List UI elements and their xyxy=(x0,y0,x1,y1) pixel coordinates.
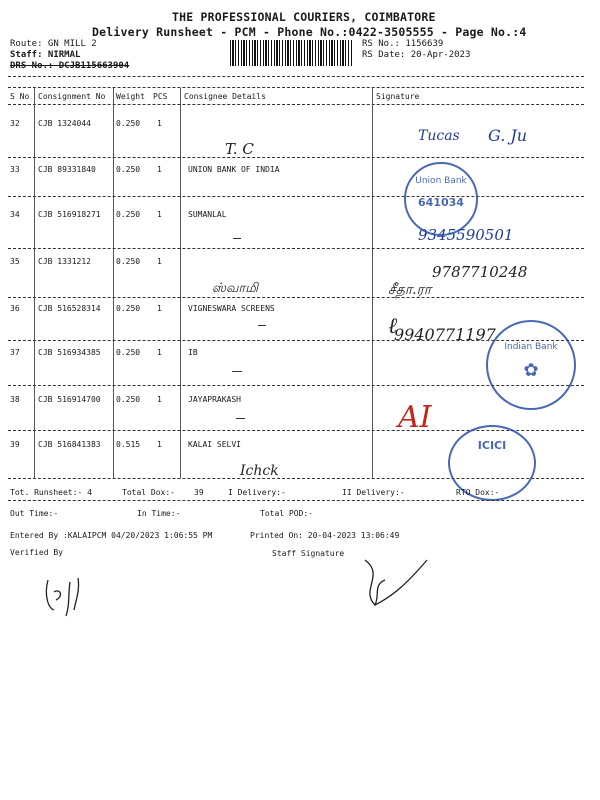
row-weight: 0.250 xyxy=(116,257,141,266)
stamp-bank-name: Union Bank xyxy=(415,176,467,186)
barcode xyxy=(230,40,352,66)
rto-dox-label: RTO Dox:- xyxy=(456,488,500,497)
col-header-consignment: Consignment No xyxy=(38,92,106,101)
handwritten-phone: 9345590501 xyxy=(418,226,514,244)
handwritten-scribble: ℓ xyxy=(388,314,398,339)
verifier-signature xyxy=(40,570,100,620)
row-weight: 0.250 xyxy=(116,165,141,174)
i-delivery-label: I Delivery:- xyxy=(228,488,286,497)
row-consignment: CJB 516914700 xyxy=(38,395,101,404)
handwritten-initials: Ichck xyxy=(240,463,279,479)
col-header-sno: S No xyxy=(10,92,30,101)
row-weight: 0.250 xyxy=(116,395,141,404)
row-consignment: CJB 1324044 xyxy=(38,119,91,128)
col-header-signature: Signature xyxy=(376,92,420,101)
row-consignee: UNION BANK OF INDIA xyxy=(188,165,280,174)
stamp-bank-name: Indian Bank xyxy=(504,342,558,352)
row-consignee: VIGNESWARA SCREENS xyxy=(188,304,275,313)
row-consignment: CJB 516918271 xyxy=(38,210,101,219)
stamp-bank-name: ICICI xyxy=(477,439,507,452)
rs-date: RS Date: 20-Apr-2023 xyxy=(362,50,471,60)
route-label: Route: GN MILL 2 xyxy=(10,39,97,49)
row-pcs: 1 xyxy=(157,257,162,266)
handwritten-scribble: G. Ju xyxy=(488,126,528,145)
entered-by: Entered By :KALAIPCM 04/20/2023 1:06:55 PM xyxy=(10,531,213,540)
row-pcs: 1 xyxy=(157,165,162,174)
total-pod-label: Total POD:- xyxy=(260,509,313,518)
row-sno: 32 xyxy=(10,119,20,128)
row-pcs: 1 xyxy=(157,348,162,357)
handwritten-signature: ஸ்வாமி xyxy=(212,281,258,296)
row-consignee: KALAI SELVI xyxy=(188,440,241,449)
union-bank-stamp xyxy=(404,162,478,236)
col-header-consignee: Consignee Details xyxy=(184,92,266,101)
row-weight: 0.250 xyxy=(116,304,141,313)
row-pcs: 1 xyxy=(157,304,162,313)
staff-label: Staff: NIRMAL xyxy=(10,50,81,60)
handwritten-phone: 9940771197 xyxy=(394,325,496,344)
row-consignment: CJB 516841383 xyxy=(38,440,101,449)
col-header-pcs: PCS xyxy=(153,92,168,101)
row-consignment: CJB 1331212 xyxy=(38,257,91,266)
document-title: THE PROFESSIONAL COURIERS, COIMBATORE xyxy=(172,10,436,24)
row-pcs: 1 xyxy=(157,119,162,128)
row-sno: 39 xyxy=(10,440,20,449)
row-sno: 35 xyxy=(10,257,20,266)
stamp-emblem-icon: ✿ xyxy=(523,360,539,381)
row-weight: 0.250 xyxy=(116,348,141,357)
out-time-label: Out Time:- xyxy=(10,509,59,518)
printed-on: Printed On: 20-04-2023 13:06:49 xyxy=(250,531,400,540)
handwritten-signature: AI xyxy=(398,400,432,435)
staff-signature-label: Staff Signature xyxy=(272,549,345,558)
stamp-pincode: 641034 xyxy=(418,196,464,209)
row-consignment: CJB 89331840 xyxy=(38,165,96,174)
handwritten-signature: சீதா.ரா xyxy=(388,282,432,298)
row-sno: 37 xyxy=(10,348,20,357)
staff-signature xyxy=(355,555,435,615)
total-dox-label: Total Dox:- xyxy=(122,488,175,497)
row-consignee: IB xyxy=(188,348,198,357)
drs-number: DRS No.: DCJB115663904 xyxy=(10,61,130,71)
row-consignee: JAYAPRAKASH xyxy=(188,395,241,404)
row-pcs: 1 xyxy=(157,440,162,449)
row-consignment: CJB 516934385 xyxy=(38,348,101,357)
row-weight: 0.515 xyxy=(116,440,141,449)
handwritten-initials: T. C xyxy=(225,140,254,158)
row-sno: 34 xyxy=(10,210,20,219)
col-header-weight: Weight xyxy=(116,92,145,101)
total-runsheet: Tot. Runsheet:- 4 xyxy=(10,488,92,497)
row-weight: 0.250 xyxy=(116,119,141,128)
row-weight: 0.250 xyxy=(116,210,141,219)
verified-by-label: Verified By xyxy=(10,548,63,557)
row-pcs: 1 xyxy=(157,210,162,219)
row-pcs: 1 xyxy=(157,395,162,404)
row-sno: 38 xyxy=(10,395,20,404)
total-dox-value: 39 xyxy=(194,488,204,497)
row-consignment: CJB 516528314 xyxy=(38,304,101,313)
handwritten-signature: Tucas xyxy=(418,128,460,144)
handwritten-phone: 9787710248 xyxy=(432,263,528,281)
row-sno: 36 xyxy=(10,304,20,313)
indian-bank-stamp xyxy=(486,320,576,410)
in-time-label: In Time:- xyxy=(137,509,181,518)
row-sno: 33 xyxy=(10,165,20,174)
document-subtitle: Delivery Runsheet - PCM - Phone No.:0422-3505555 - Page No.:4 xyxy=(92,25,527,39)
ii-delivery-label: II Delivery:- xyxy=(342,488,405,497)
row-consignee: SUMANLAL xyxy=(188,210,227,219)
rs-number: RS No.: 1156639 xyxy=(362,39,444,49)
